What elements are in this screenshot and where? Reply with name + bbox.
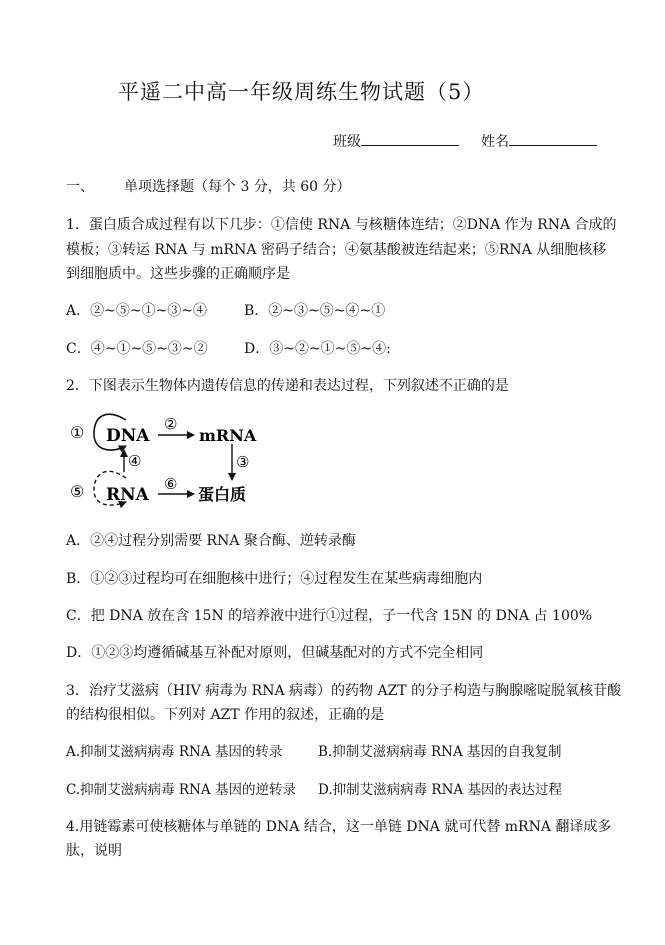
q1-option-d[interactable]: D．③~②~①~⑤~④: xyxy=(244,341,391,357)
q2-option-c[interactable]: C．把 DNA 放在含 15N 的培养液中进行①过程，子一代含 15N 的 DNA 占 100% xyxy=(66,608,593,624)
q3-option-d[interactable]: D.抑制艾滋病病毒 RNA 基因的表达过程 xyxy=(318,782,562,798)
q1-option-b[interactable]: B．②~③~⑤~④~① xyxy=(244,303,386,319)
q3-option-c[interactable]: C.抑制艾滋病病毒 RNA 基因的逆转录 xyxy=(66,782,296,798)
rna-label: RNA xyxy=(106,485,149,505)
step-4-label: ④ xyxy=(128,452,142,470)
q3-option-b[interactable]: B.抑制艾滋病病毒 RNA 基因的自我复制 xyxy=(318,744,562,760)
q2-option-d[interactable]: D．①②③均遵循碱基互补配对原则，但碱基配对的方式不完全相同 xyxy=(66,645,484,661)
step-3-label: ③ xyxy=(236,453,250,471)
q1-stem-line-1: 1．蛋白质合成过程有以下几步：①信使 RNA 与核糖体连结；②DNA 作为 RNA 合成的 xyxy=(66,217,617,233)
section-title: 单项选择题（每个 3 分，共 60 分） xyxy=(124,179,351,195)
step-5-label: ⑤ xyxy=(70,482,85,501)
q1-stem-line-2: 模板；③转运 RNA 与 mRNA 密码子结合；④氨基酸被连结起来；⑤RNA 从细胞核移 xyxy=(66,242,607,258)
protein-label: 蛋白质 xyxy=(198,485,247,504)
q1-stem-line-3: 到细胞质中。这些步骤的正确顺序是 xyxy=(66,266,290,282)
step-6-label: ⑥ xyxy=(164,475,178,493)
central-dogma-diagram xyxy=(66,408,266,508)
q3-stem-line-2: 的结构很相似。下列对 AZT 作用的叙述，正确的是 xyxy=(66,707,385,723)
q3-option-a[interactable]: A.抑制艾滋病病毒 RNA 基因的转录 xyxy=(66,744,283,760)
q4-stem-line-1: 4.用链霉素可使核糖体与单链的 DNA 结合，这一单链 DNA 就可代替 mRNA 翻译成多 xyxy=(66,819,612,835)
step-2-label: ② xyxy=(164,415,178,433)
q2-option-b[interactable]: B．①②③过程均可在细胞核中进行；④过程发生在某些病毒细胞内 xyxy=(66,571,483,587)
q1-option-c[interactable]: C．④~①~⑤~③~② xyxy=(66,341,208,357)
class-blank[interactable] xyxy=(361,131,459,146)
section-number: 一、 xyxy=(66,179,94,195)
step-1-label: ① xyxy=(70,423,85,442)
q3-stem-line-1: 3．治疗艾滋病（HIV 病毒为 RNA 病毒）的药物 AZT 的分子构造与胸腺嘧啶脱氧核苷酸 xyxy=(66,683,622,699)
q2-stem: 2．下图表示生物体内遗传信息的传递和表达过程，下列叙述不正确的是 xyxy=(66,378,509,394)
name-label: 姓名 xyxy=(481,134,509,150)
dna-label: DNA xyxy=(106,426,150,446)
mrna-label: mRNA xyxy=(199,426,257,445)
page-title: 平遥二中高一年级周练生物试题（5） xyxy=(118,80,485,104)
q4-stem-line-2: 肽，说明 xyxy=(66,843,122,859)
name-blank[interactable] xyxy=(509,131,597,146)
q1-option-a[interactable]: A．②~⑤~①~③~④ xyxy=(66,303,208,319)
class-label: 班级 xyxy=(333,134,361,150)
section-heading xyxy=(66,176,351,196)
q2-option-a[interactable]: A．②④过程分别需要 RNA 聚合酶、逆转录酶 xyxy=(66,533,356,549)
class-field[interactable] xyxy=(333,131,459,151)
name-field[interactable] xyxy=(481,131,597,151)
